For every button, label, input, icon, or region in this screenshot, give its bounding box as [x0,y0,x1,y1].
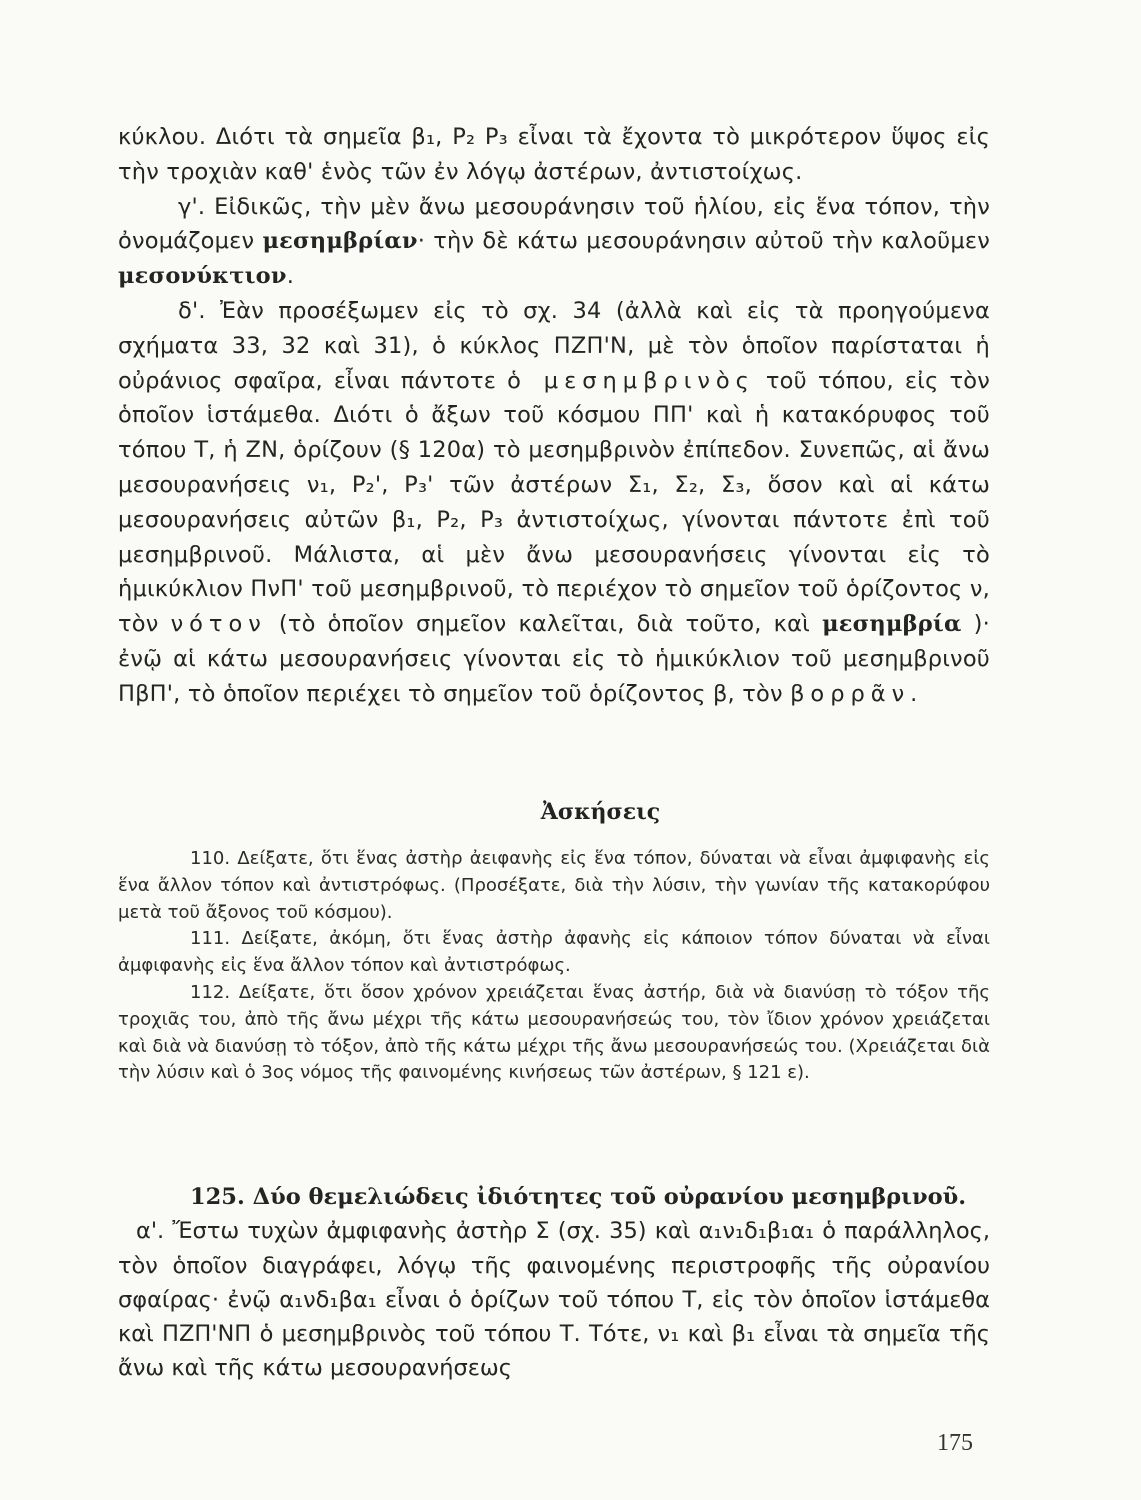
term-mesimvrinos: ὁ μεσημβρινὸς [507,367,755,394]
exercises-block [118,846,990,1087]
paragraph-2-mid: · τὴν δὲ κάτω μεσουράνησιν αὐτοῦ τὴν καλοῦμεν [417,228,990,255]
paragraph-3-end: )· ἐνῷ αἱ κάτω μεσουρανήσεις γίνονται εἰς τὸ ἡμικύκλιον τοῦ μεσημβρινοῦ ΠβΠ', τὸ ὁποῖον περιέχει τὸ σημεῖον τοῦ ὁρίζοντος β, τὸν [118,611,990,707]
paragraph-3-text: δ'. Ἐὰν προσέξωμεν εἰς τὸ σχ. 34 (ἀλλὰ καὶ εἰς τὰ προηγούμενα σχήματα 33, 32 καὶ 31), ὁ κύκλος ΠΖΠ'Ν, μὲ τὸν ὁποῖον παρίσταται ἡ οὐράνιος σφαῖρα, εἶναι πάντοτε [118,297,990,394]
paragraph-2 [118,190,990,294]
term-mesimvria: μεσημβρίαν [262,228,418,255]
paragraph-3-final: . [910,680,918,707]
exercise-110: 110. Δείξατε, ὅτι ἕνας ἀστὴρ ἀειφανὴς εἰς ἕνα τόπον, δύναται νὰ εἶναι ἀμφιφανὴς εἰς ἕνα ἄλλον τόπον καὶ ἀντιστρόφως. (Προσέξατε, διὰ τὴν λύσιν, τὴν γωνίαν τῆς κατακορύφου μετὰ τοῦ ἄξονος τοῦ κόσμου). [118,848,990,923]
section-125 [118,1180,990,1386]
exercise-112: 112. Δείξατε, ὅτι ὅσον χρόνον χρειάζεται ἕνας ἀστήρ, διὰ νὰ διανύσῃ τὸ τόξον τῆς τροχιᾶς του, ἀπὸ τῆς ἄνω μέχρι τῆς κάτω μεσουρανήσεώς του, τὸν ἴδιον χρόνον χρειάζεται καὶ διὰ νὰ διανύσῃ τὸ τόξον, ἀπὸ τῆς κάτω μέχρι τῆς ἄνω μεσουρανήσεώς του. (Χρειάζεται διὰ τὴν λύσιν καὶ ὁ 3ος νόμος τῆς φαινομένης κινήσεως τῶν ἀστέρων, § 121 ε). [118,981,990,1084]
paragraph-2-text: γ'. Εἰδικῶς, τὴν μὲν ἄνω μεσουράνησιν τοῦ ἡλίου, εἰς ἕνα τόπον, τὴν ὀνομάζομεν [118,193,990,255]
term-vorras: βορρᾶν [790,680,911,707]
paragraph-1 [118,120,990,190]
paragraph-3 [118,294,990,712]
section-body: α'. Ἔστω τυχὼν ἀμφιφανὴς ἀστὴρ Σ (σχ. 35) καὶ α₁ν₁δ₁β₁α₁ ὁ παράλληλος, τὸν ὁποῖον διαγράφει, λόγῳ τῆς φαινομένης περιστροφῆς τῆς οὐρανίου σφαίρας· ἐνῷ α₁νδ₁βα₁ εἶναι ὁ ὁρίζων τοῦ τόπου Τ, εἰς τὸν ὁποῖον ἱστάμεθα καὶ ΠΖΠ'ΝΠ ὁ μεσημβρινὸς τοῦ τόπου Τ. Τότε, ν₁ καὶ β₁ εἶναι τὰ σημεῖα τῆς ἄνω καὶ τῆς κάτω μεσουρανήσεως [118,1218,990,1382]
page-number: 175 [937,1430,973,1456]
exercises-heading: Ἀσκήσεις [540,799,661,825]
paragraph-3-mid: τοῦ τόπου, εἰς τὸν ὁποῖον ἱστάμεθα. Διότι ὁ ἄξων τοῦ κόσμου ΠΠ' καὶ ἡ κατακόρυφος τοῦ τόπου Τ, ἡ ΖΝ, ὁρίζουν (§ 120α) τὸ μεσημβρινὸν ἐπίπεδον. Συνεπῶς, αἱ ἄνω μεσουρανήσεις ν₁, P₂', P₃' τῶν ἀστέρων Σ₁, Σ₂, Σ₃, ὅσον καὶ αἱ κάτω μεσουρανήσεις αὐτῶν β₁, P₂, P₃ ἀντιστοίχως, γίνονται πάντοτε ἐπὶ τοῦ μεσημβρινοῦ. Μάλιστα, αἱ μὲν ἄνω μεσουρανήσεις γίνονται εἰς τὸ ἡμικύκλιον ΠνΠ' τοῦ μεσημβρινοῦ, τὸ περιέχον τὸ σημεῖον τοῦ ὁρίζοντος ν, τὸν [118,367,990,638]
term-mesimvria-2: μεσημβρία [822,611,962,638]
paragraph-2-end: . [286,263,295,290]
paragraph-3-mid2: (τὸ ὁποῖον σημεῖον καλεῖται, διὰ τοῦτο, καὶ [266,611,823,638]
paragraph-1-text: κύκλου. Διότι τὰ σημεῖα β₁, P₂ P₃ εἶναι τὰ ἔχοντα τὸ μικρότερον ὕψος εἰς τὴν τροχιὰν καθ' ἑνὸς τῶν ἐν λόγῳ ἀστέρων, ἀντιστοίχως. [118,124,990,185]
term-mesonyktion: μεσονύκτιον [118,263,287,290]
section-title: 125. Δύο θεμελιώδεις ἰδιότητες τοῦ οὐρανίου μεσημβρινοῦ. [190,1184,967,1210]
exercise-111: 111. Δείξατε, ἀκόμη, ὅτι ἕνας ἀστὴρ ἀφανὴς εἰς κάποιον τόπον δύναται νὰ εἶναι ἀμφιφανὴς εἰς ἕνα ἄλλον τόπον καὶ ἀντιστρόφως. [118,928,990,977]
term-notos: νότον [170,611,267,638]
main-text-block [118,120,990,712]
